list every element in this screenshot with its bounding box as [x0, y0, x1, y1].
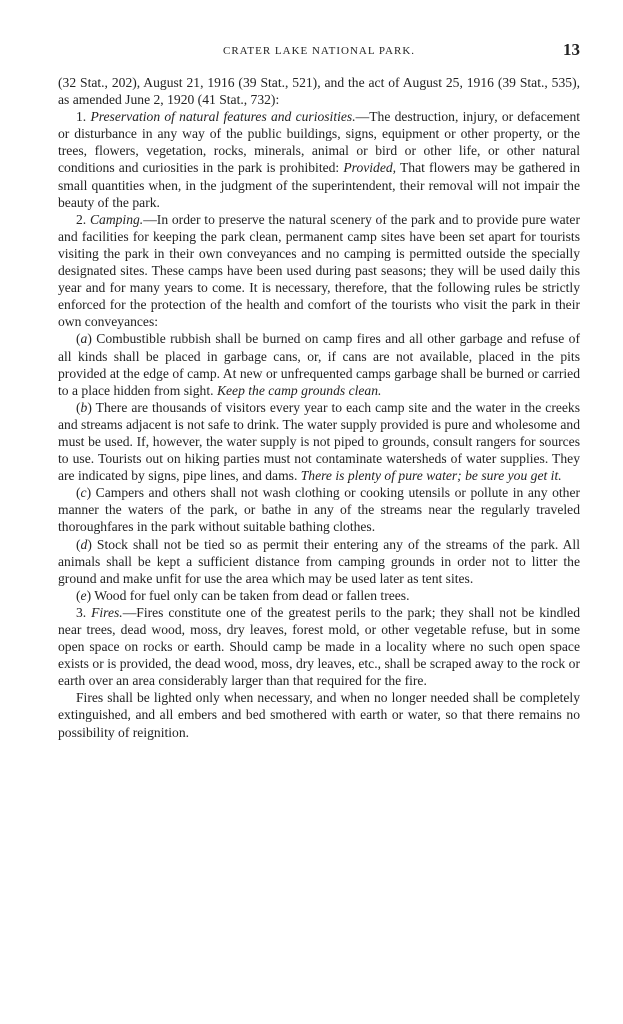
paragraph-rule-2a-rubbish: (a) Combustible rubbish shall be burned on camp fires and all other garbage and refuse of all kinds shall be placed in garbage cans, or, if cans are not available, placed in the pits provided at the edge of camp. At new or unfrequented camps garbage shall be burned or carried to a place hidden from sight. Keep the camp grounds clean.: [58, 331, 580, 398]
paragraph-rule-1-preservation: 1. Preservation of natural features and curiosities.—The destruction, injury, or defacement or disturbance in any way of the public buildings, signs, equipment or other property, or the trees, flowers, vegetation, rocks, minerals, animal or bird or other life, or other natural conditions and curiosities in the park is prohibited: Provided, That flowers may be gathered in small quantities when, in the judgment of the superintendent, their removal will not impair the beauty of the park.: [58, 109, 581, 210]
running-head: [58, 40, 580, 62]
paragraph-fires-extinguish: Fires shall be lighted only when necessary, and when no longer needed shall be completely extinguished, and all embers and bed smothered with earth or water, so that there remains no possibility of reignition.: [58, 690, 580, 740]
document-page: [58, 40, 580, 741]
paragraph-rule-2e-wood: (e) Wood for fuel only can be taken from dead or fallen trees.: [76, 587, 410, 603]
rule-heading-fires: Fires.: [91, 604, 123, 620]
paragraph-statute-citation: (32 Stat., 202), August 21, 1916 (39 Stat., 521), and the act of August 25, 1916 (39 Stat., 535), as amended June 2, 1920 (41 Stat., 732):: [58, 75, 580, 108]
rule-heading-preservation: Preservation of natural features and curiosities.: [90, 109, 356, 125]
body-text: [58, 74, 580, 741]
proviso-word: Provided,: [343, 160, 397, 176]
paragraph-rule-2b-water: (b) There are thousands of visitors every year to each camp site and the water in the creeks and streams adjacent is not safe to drink. The water supply provided is pure and wholesome and must be used. If, however, the water supply is not piped to grounds, consult rangers for sources to use. Tourists out on hiking parties must not contaminate watersheds of water supplies. They are indicated by signs, pipe lines, and dams. There is plenty of pure water; be sure you get it.: [58, 399, 580, 484]
paragraph-rule-2d-stock: (d) Stock shall not be tied so as permit their entering any of the streams of the park. All animals shall be kept a sufficient distance from camping grounds in order not to litter the ground and make unfit for use the area which may be used later as tent sites.: [58, 536, 580, 586]
paragraph-rule-2c-washing: (c) Campers and others shall not wash clothing or cooking utensils or pollute in any other manner the waters of the park, or bathe in any of the streams near the regularly traveled thoroughfares in the park without suitable bathing clothes.: [58, 485, 580, 535]
motto-keep-camp-clean: Keep the camp grounds clean.: [216, 382, 382, 398]
running-title: CRATER LAKE NATIONAL PARK.: [222, 45, 416, 57]
motto-pure-water: There is plenty of pure water; be sure you get it.: [300, 468, 562, 484]
rule-heading-camping: Camping.: [89, 211, 144, 227]
paragraph-rule-2-camping: 2. Camping.—In order to preserve the natural scenery of the park and to provide pure water and facilities for keeping the park clean, permanent camp sites have been set apart for tourists visiting the park in their own conveyances and no camping is permitted outside the specially designated sites. These camps have been used during past seasons; they will be used daily this year and for many years to come. It is necessary, therefore, that the following rules be strictly enforced for the protection of the health and comfort of the tourists who visit the park in their own conveyances:: [58, 211, 580, 330]
paragraph-rule-3-fires: 3. Fires.—Fires constitute one of the greatest perils to the park; they shall not be kindled near trees, dead wood, moss, dry leaves, forest mold, or other vegetable refuse, but in some open space on rocks or earth. Should camp be made in a locality where no such open space exists or is provided, the dead wood, moss, dry leaves, etc., shall be scraped away to the rock or earth over an area considerably larger than that required for the fire.: [58, 604, 580, 689]
page-number: 13: [563, 40, 580, 59]
